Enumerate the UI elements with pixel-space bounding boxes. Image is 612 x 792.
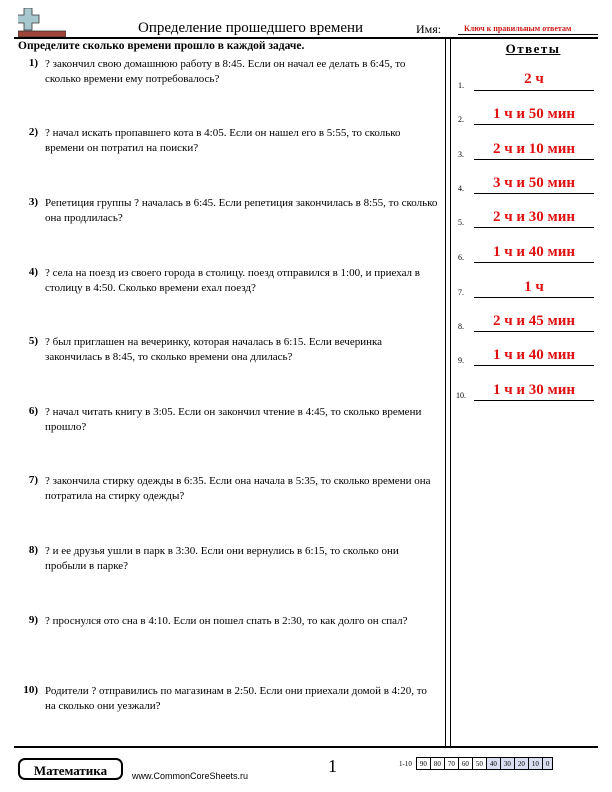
answer-line[interactable] [474,90,594,91]
page-number: 1 [328,756,337,776]
score-table [396,757,553,770]
question-number: 8) [28,544,38,556]
name-field-line[interactable] [458,34,598,35]
question-text: ? был приглашен на вечеринку, которая началась в 6:15. Если вечеринка закончилась в 8:45, то сколько времени она длилась? [45,336,383,363]
question-number: 2) [28,126,38,138]
plus-logo-icon [18,8,66,38]
score-cell: 30 [500,758,514,770]
answer-value: 2 ч и 10 мин [492,141,576,157]
score-cell: 50 [472,758,486,770]
question-text: ? и ее друзья ушли в парк в 3:30. Если они вернулись в 6:15, то сколько они пробыли в парке? [45,545,399,572]
answer-value: 1 ч [524,279,544,295]
answer-line[interactable] [474,227,594,228]
question-number: 3) [28,196,38,208]
page-title: Определение прошедшего времени [138,20,364,36]
score-cell: 10 [528,758,542,770]
answer-value: 3 ч и 50 мин [492,175,576,191]
score-cell: 60 [458,758,472,770]
question-text: ? села на поезд из своего города в столицу. поезд отправился в 1:00, и приехал в столицу в 4:50. Сколько времени ехал поезд? [45,267,420,294]
question-text: ? проснулся ото сна в 4:10. Если он пошел спать в 2:30, то как долго он спал? [45,615,408,627]
answer-line[interactable] [474,331,594,332]
header-divider [14,37,598,39]
question-text: Родители ? отправились по магазинам в 2:50. Если они приехали домой в 4:20, то на сколько они уезжали? [45,685,427,712]
question-text: Репетиция группы ? началась в 6:45. Если репетиция закончилась в 8:55, то сколько она продлилась? [45,197,438,224]
answer-number: 7. [458,288,464,297]
score-range-label: 1-10 [399,759,412,768]
question-text: ? закончила стирку одежды в 6:35. Если она начала в 5:35, то сколько времени она потратила на стирку одежды? [45,475,431,502]
question-text: ? начал искать пропавшего кота в 4:05. Если он нашел его в 5:55, то сколько времени он потратил на поиски? [45,127,401,154]
answer-line[interactable] [474,297,594,298]
question-text: ? закончил свою домашнюю работу в 8:45. Если он начал ее делать в 6:45, то сколько времени ему потребовалось? [45,58,406,85]
answer-line[interactable] [474,262,594,263]
question-number: 9) [28,614,38,626]
answer-number: 4. [458,184,464,193]
answer-value: 1 ч и 40 мин [492,244,576,260]
footer-divider [14,746,598,748]
score-cell: 70 [444,758,458,770]
question-number: 7) [28,474,38,486]
score-cell: 40 [486,758,500,770]
instructions: Определите сколько времени прошло в каждой задаче. [18,40,305,52]
answer-number: 6. [458,253,464,262]
answers-heading: Ответы [505,41,561,56]
website-link[interactable]: www.CommonCoreSheets.ru [132,771,249,781]
answer-number: 2. [458,115,464,124]
answer-value: 1 ч и 50 мин [492,106,576,122]
answer-line[interactable] [474,400,594,401]
answer-number: 8. [458,322,464,331]
answer-number: 9. [458,356,464,365]
brand-badge: Математика [18,758,123,780]
question-number: 10) [23,684,38,696]
answer-number: 3. [458,150,464,159]
column-divider [445,38,446,746]
answer-value: 2 ч и 45 мин [492,313,576,329]
answer-line[interactable] [474,124,594,125]
score-cell: 80 [430,758,444,770]
answer-number: 5. [458,218,464,227]
question-number: 4) [28,266,38,278]
score-cell: 0 [542,758,553,770]
answer-value: 1 ч и 40 мин [492,347,576,363]
answer-key-label: Ключ к правильным ответам [464,24,572,33]
name-label: Имя: [416,22,442,36]
answer-value: 2 ч [524,71,544,87]
answer-line[interactable] [474,193,594,194]
question-number: 5) [28,335,38,347]
column-divider [450,38,451,746]
answer-number: 10. [456,391,466,400]
answer-value: 1 ч и 30 мин [492,382,576,398]
answer-line[interactable] [474,159,594,160]
answer-line[interactable] [474,365,594,366]
score-cell: 90 [416,758,430,770]
score-cell: 20 [514,758,528,770]
question-number: 1) [28,57,38,69]
answer-number: 1. [458,81,464,90]
question-number: 6) [28,405,38,417]
answer-value: 2 ч и 30 мин [492,209,576,225]
question-text: ? начал читать книгу в 3:05. Если он закончил чтение в 4:45, то сколько времени прошло? [45,406,422,433]
